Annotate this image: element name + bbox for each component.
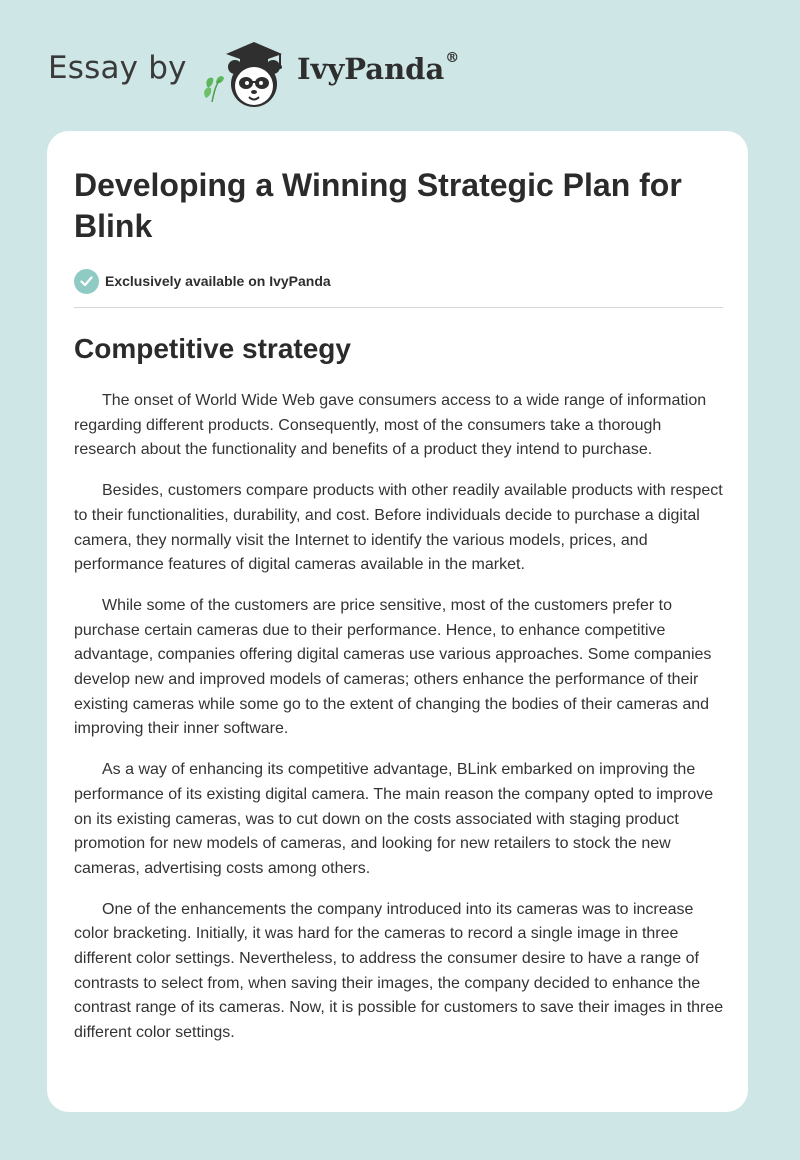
body-paragraph: Besides, customers compare products with other readily available products with respect to their functionalities, durability, and cost. Before individuals decide to purchase a digital camera, they normally visit the Internet to identify the various models, prices, and performance features of digital cameras available in the market. [74,482,723,574]
brand-name[interactable] [297,52,459,86]
registered-mark: ® [445,50,460,66]
panda-graduate-logo-icon[interactable] [202,36,294,110]
body-paragraph: While some of the customers are price sensitive, most of the customers prefer to purchase certain cameras due to their performance. Hence, to enhance competitive advantage, companies offering digital cameras use various approaches. Some companies develop new and improved models of cameras; others enhance the performance of their existing cameras while some go to the extent of changing the bodies of their cameras and improving their inner software. [74,596,712,738]
essay-by-label: Essay by [48,50,187,86]
essay-body [74,389,724,1046]
body-paragraph: As a way of enhancing its competitive advantage, BLink embarked on improving the performance of its existing digital camera. The main reason the company opted to improve on its existing cameras, was to cut down on the costs associated with staging product promotion for new models of cameras, and looking for new retailers to stock the new cameras, advertising costs among others. [74,761,714,877]
exclusive-badge [74,268,721,294]
brand-name-text: IvyPanda [297,52,445,86]
body-paragraph: One of the enhancements the company introduced into its cameras was to increase color bracketing. Initially, it was hard for the cameras to record a single image in three different color settings. Nevertheless, to address the consumer desire to have a range of contrasts to select from, when saving their images, the company decided to enhance the contrast range of its cameras. Now, it is possible for customers to save their images in three different color settings. [74,900,724,1042]
exclusive-badge-label: Exclusively available on IvyPanda [105,273,331,289]
body-paragraph: The onset of World Wide Web gave consumers access to a wide range of information regarding different products. Consequently, most of the consumers take a thorough research about the functionality and benefits of a product they intend to purchase. [74,392,707,459]
check-circle-icon [74,269,99,294]
essay-title: Developing a Winning Strategic Plan for Blink [74,167,682,244]
site-header [0,0,800,130]
section-heading: Competitive strategy [74,333,351,364]
essay-card [47,131,748,1112]
title-divider [74,307,723,308]
